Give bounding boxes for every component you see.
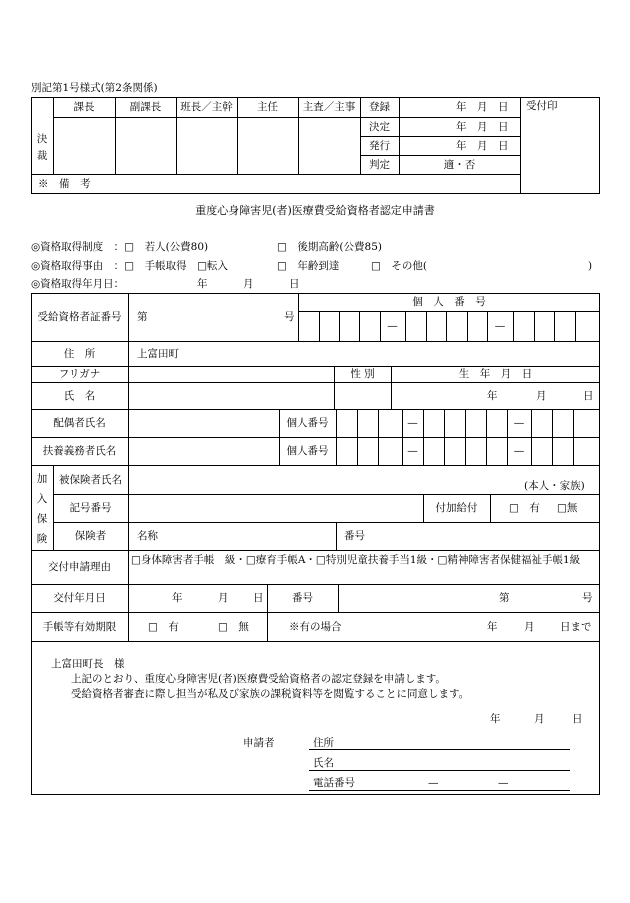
status-decided: 決定: [369, 120, 390, 133]
declaration-date-day: 日: [572, 713, 583, 725]
applicant-phone-line[interactable]: [309, 790, 570, 791]
issue-date-label: 交付年月日: [53, 592, 106, 604]
extra-benefit-yes[interactable]: □ 有: [509, 502, 540, 514]
supporter-label: 扶養義務者氏名: [42, 445, 117, 457]
issued-date: 年 月 日: [456, 139, 509, 152]
receipt-stamp-label: 受付印: [526, 100, 558, 112]
issue-reason-options[interactable]: □身体障害者手帳 級・□療育手帳A・□特別児童扶養手当1級・□精神障害者保健福祉手帳1級: [131, 554, 581, 566]
qualification-system-option2[interactable]: □ 後期高齢(公費85): [277, 241, 382, 253]
supporter-dash-2: —: [513, 445, 525, 457]
birth-label: 生 年 月 日: [458, 368, 533, 380]
applicant-phone-label: 電話番号: [313, 777, 355, 789]
header-deputy-chief: 副課長: [129, 101, 162, 113]
header-team-leader: 班長／主幹: [180, 101, 233, 113]
form-id: 別記第1号様式(第2条関係): [31, 82, 158, 94]
validity-label: 手帳等有効期限: [42, 620, 117, 633]
status-judged: 判定: [369, 158, 390, 171]
personal-no-dash-2: —: [494, 320, 506, 332]
birth-day: 日: [583, 389, 594, 402]
supporter-dash-1: —: [407, 445, 418, 457]
validity-no[interactable]: □ 無: [218, 620, 249, 633]
header-staff: 主査／主事: [302, 101, 356, 113]
page-title: 重度心身障害児(者)医療費受給資格者認定申請書: [195, 204, 435, 217]
qualification-reason-option4[interactable]: □ その他(: [371, 260, 428, 272]
issue-date-month: 月: [218, 592, 229, 604]
spouse-dash-2: —: [513, 417, 525, 429]
supporter-personal-no-label: 個人番号: [286, 445, 329, 457]
birth-month: 月: [536, 389, 547, 402]
spouse-personal-no-label: 個人番号: [286, 417, 329, 429]
declaration-line-2: 受給資格者審査に際し担当が私及び家族の課税資料等を閲覧することに同意します。: [71, 688, 470, 700]
kessai-char-2: 裁: [36, 150, 48, 162]
cert-no-prefix: 第: [137, 311, 148, 323]
declaration-date-year: 年: [490, 713, 501, 725]
validity-yes[interactable]: □ 有: [148, 620, 179, 633]
extra-benefit-label: 付加給付: [435, 502, 478, 514]
insurance-vertical-label: 加 入 保 険: [36, 473, 48, 545]
validity-month: 月: [524, 620, 535, 633]
cert-no-label: 受給資格者証番号: [37, 311, 122, 323]
issue-number-prefix: 第: [499, 592, 510, 604]
registered-date: 年 月 日: [456, 101, 509, 113]
status-registered: 登録: [369, 101, 390, 113]
header-section-chief: 課長: [73, 101, 95, 113]
applicant-name-line[interactable]: [309, 770, 570, 771]
qualification-date-day: 日: [289, 278, 300, 290]
name-label: 氏 名: [63, 389, 96, 402]
insurer-label: 保険者: [74, 530, 107, 542]
declaration-line-1: 上記のとおり、重度心身障害児(者)医療費受給資格者の認定登録を申請します。: [71, 673, 446, 685]
insured-label: 被保険者氏名: [59, 473, 122, 486]
issue-date-day: 日: [253, 592, 264, 604]
header-chief-clerk: 主任: [257, 101, 278, 113]
qualification-reason[interactable]: ◎資格取得事由 ：□ 手帳取得 □転入: [31, 260, 229, 272]
applicant-phone-dash-1: —: [428, 777, 439, 789]
spouse-dash-1: —: [407, 417, 418, 429]
issue-reason-label: 交付申請理由: [48, 561, 111, 573]
judge-value: 適・否: [443, 158, 476, 171]
gender-label: 性 別: [350, 368, 375, 380]
applicant-phone-dash-2: —: [498, 777, 509, 789]
applicant-label: 申請者: [243, 737, 275, 749]
qualification-date-year: 年: [197, 278, 208, 290]
personal-no-header: 個 人 番 号: [412, 296, 486, 308]
insurer-number-label: 番号: [344, 530, 365, 542]
applicant-address-line[interactable]: [309, 749, 570, 750]
status-issued: 発行: [369, 139, 390, 152]
extra-benefit-no[interactable]: □無: [557, 502, 578, 514]
personal-no-dash-1: —: [387, 320, 398, 332]
validity-until: 日まで: [560, 620, 592, 633]
qualification-date-label: ◎資格取得年月日：: [31, 278, 125, 290]
symbol-label: 記号番号: [69, 502, 112, 514]
qualification-reason-close: ): [588, 260, 593, 272]
qualification-system[interactable]: ◎資格取得制度 ：□ 若人(公費80): [31, 241, 209, 253]
applicant-address-label: 住所: [313, 737, 334, 749]
issue-number-suffix: 号: [582, 592, 593, 604]
furigana-label: フリガナ: [58, 368, 101, 380]
kessai-char-1: 決: [36, 133, 48, 145]
decided-date: 年 月 日: [456, 120, 509, 133]
insured-note: (本人・家族): [524, 480, 585, 492]
validity-year: 年: [487, 620, 498, 633]
declaration-date-month: 月: [534, 713, 545, 725]
cert-no-suffix: 号: [284, 311, 295, 323]
declaration-addressee: 上富田町長 様: [51, 658, 125, 670]
qualification-reason-option3[interactable]: □ 年齢到達: [277, 260, 340, 272]
address-value[interactable]: 上富田町: [137, 347, 179, 360]
qualification-date-month: 月: [243, 278, 254, 290]
birth-year: 年: [487, 389, 498, 402]
remarks-label: ※ 備 考: [38, 177, 91, 190]
issue-number-label: 番号: [292, 592, 313, 604]
validity-note: ※有の場合: [289, 620, 342, 633]
issue-date-year: 年: [172, 592, 183, 604]
insurer-name-label: 名称: [137, 530, 158, 542]
address-label: 住 所: [63, 347, 96, 360]
applicant-name-label: 氏名: [313, 757, 334, 769]
spouse-label: 配偶者氏名: [53, 417, 106, 429]
